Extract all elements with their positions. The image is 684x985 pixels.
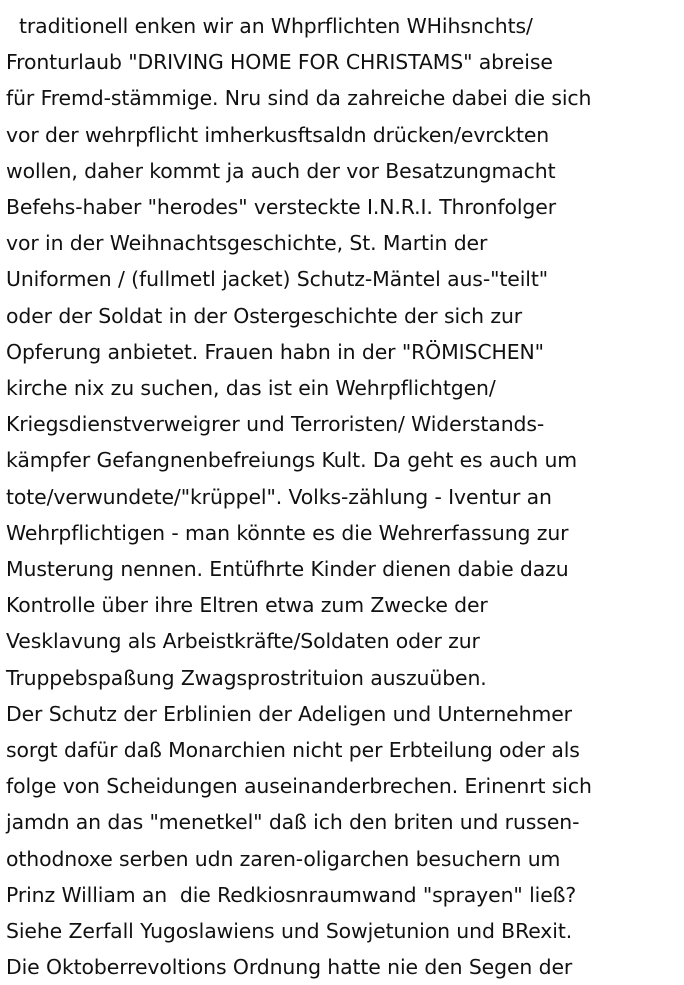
text-line: vor in der Weihnachtsgeschichte, St. Martin der <box>6 231 488 256</box>
text-line: Fronturlaub "DRIVING HOME FOR CHRISTAMS" abreise <box>6 50 553 75</box>
text-line: Prinz William an die Redkiosnraumwand "sprayen" ließ? <box>6 882 577 907</box>
text-line: jamdn an das "menetkel" daß ich den briten und russen- <box>6 810 580 835</box>
text-line: kirche nix zu suchen, das ist ein Wehrpflichtgen/ <box>6 376 496 401</box>
text-line: othodnoxe serben udn zaren-oligarchen besuchern um <box>6 846 561 871</box>
text-line: wollen, daher kommt ja auch der vor Besatzungmacht <box>6 158 556 183</box>
text-line: Siehe Zerfall Yugoslawiens und Sowjetunion und BRexit. <box>6 919 573 944</box>
text-line: Uniformen / (fullmetl jacket) Schutz-Mäntel aus-"teilt" <box>6 267 549 292</box>
text-line: folge von Scheidungen auseinanderbrechen. Erinenrt sich <box>6 774 592 799</box>
text-line: für Fremd-stämmige. Nru sind da zahreiche dabei die sich <box>6 86 592 111</box>
text-line: Der Schutz der Erblinien der Adeligen und Unternehmer <box>6 701 572 726</box>
text-line: Truppebspaßung Zwagsprostrituion auszuüben. <box>6 665 487 690</box>
text-line: Musterung nennen. Entüfhrte Kinder dienen dabie dazu <box>6 557 569 582</box>
text-line: traditionell enken wir an Whprflichten WHihsnchts/ <box>19 14 533 38</box>
text-line: Kontrolle über ihre Eltren etwa zum Zwecke der <box>6 593 488 618</box>
text-line: Vesklavung als Arbeistkräfte/Soldaten oder zur <box>6 629 480 654</box>
text-line: sorgt dafür daß Monarchien nicht per Erbteilung oder als <box>6 738 580 763</box>
text-line: kämpfer Gefangnenbefreiungs Kult. Da geht es auch um <box>6 448 578 473</box>
text-line: tote/verwundete/"krüppel". Volks-zählung - Iventur an <box>6 484 552 509</box>
text-line: Befehs-haber "herodes" versteckte I.N.R.I. Thronfolger <box>6 195 556 220</box>
text-line: oder der Soldat in der Ostergeschichte der sich zur <box>6 303 523 328</box>
text-line: Kriegsdienstverweigrer und Terroristen/ Widerstands- <box>6 412 545 437</box>
text-line: vor der wehrpflicht imherkusftsaldn drücken/evrckten <box>6 122 550 147</box>
text-line: Die Oktoberrevoltions Ordnung hatte nie den Segen der <box>6 955 573 980</box>
text-line: Opferung anbietet. Frauen habn in der "RÖMISCHEN" <box>6 339 544 364</box>
text-line: Wehrpflichtigen - man könnte es die Wehrerfassung zur <box>6 520 569 545</box>
